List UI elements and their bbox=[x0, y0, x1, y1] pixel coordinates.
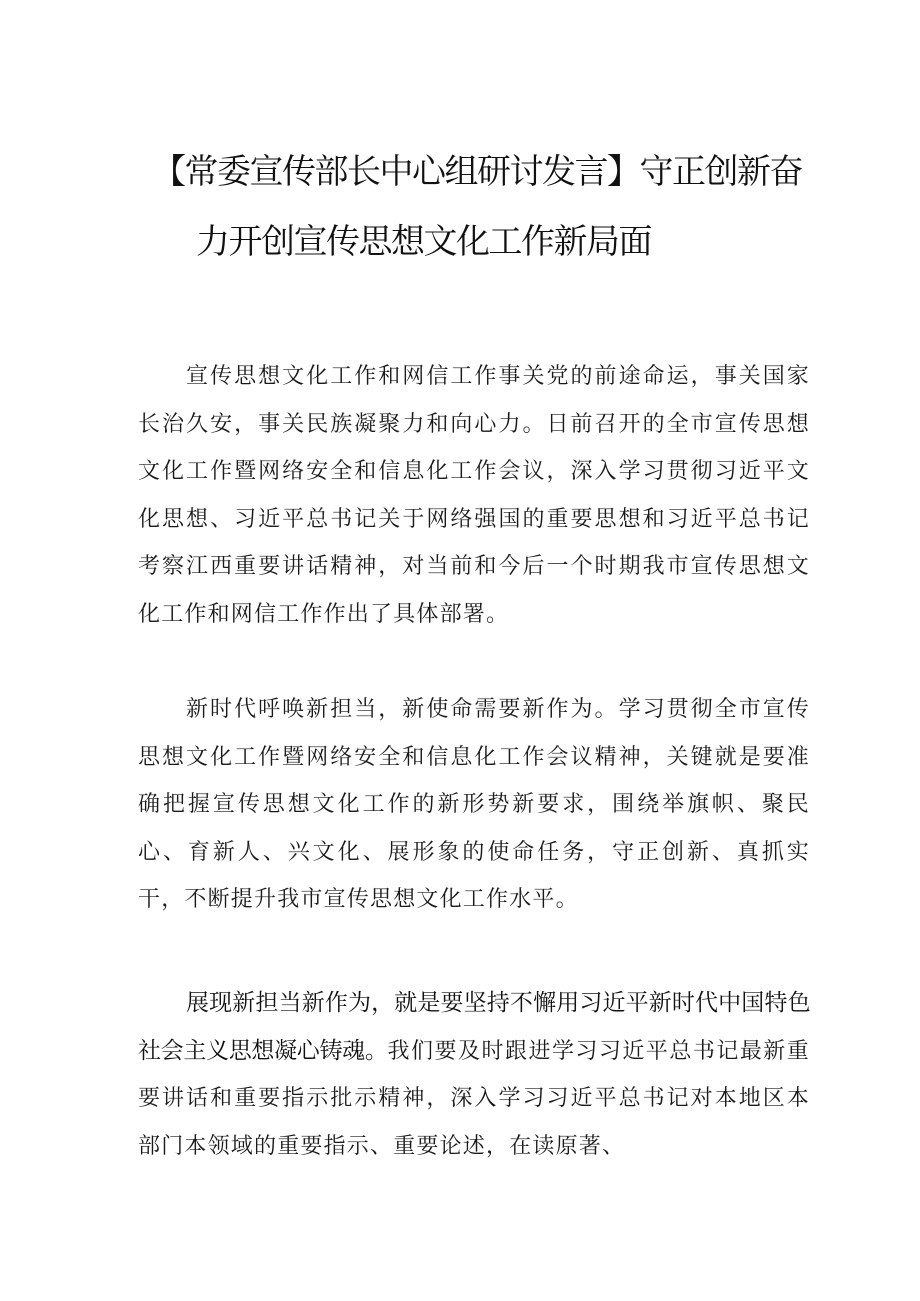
document-title-line-1: 【常委宣传部长中心组研讨发言】守正创新奋 bbox=[152, 152, 802, 192]
paragraph-3-text: 我们要及时跟进学习习近平总书记最新重要讲话和重要指示批示精神，深入学习习近平总书记对本地区本部门本领域的重要指示、重要论述，在读原著、 bbox=[138, 1038, 810, 1159]
paragraph-1-text: 宣传思想文化工作和网信工作事关党的前途命运，事关国家长治久安，事关民族凝聚力和向心力。日前召开的全市宣传思想文化工作暨网络安全和信息化工作会议，深入学习贯彻习近平文化思想、习近平总书记关于网络强国的重要思想和习近平总书记考察江西重要讲话精神，对当前和今后一个时期我市宣传思想文化工作和网信工作作出了具体部署。 bbox=[138, 364, 810, 627]
paragraph-2-text: 新时代呼唤新担当，新使命需要新作为。学习贯彻全市宣传思想文化工作暨网络安全和信息化工作会议精神，关键就是要准确把握宣传思想文化工作的新形势新要求，围绕举旗帜、聚民心、育新人、兴文化、展形象的使命任务，守正创新、真抓实干，不断提升我市宣传思想文化工作水平。 bbox=[138, 697, 810, 912]
paragraph-3 bbox=[138, 980, 810, 1170]
paragraph-3-lead: 展现新担当新作为，就是要坚持不懈用习近平新时代中国特色社会主义思想凝心铸魂。 bbox=[138, 990, 810, 1064]
paragraph-2 bbox=[138, 686, 810, 924]
paragraph-1 bbox=[138, 353, 810, 638]
document-title-line-2: 力开创宣传思想文化工作新局面 bbox=[196, 222, 651, 262]
